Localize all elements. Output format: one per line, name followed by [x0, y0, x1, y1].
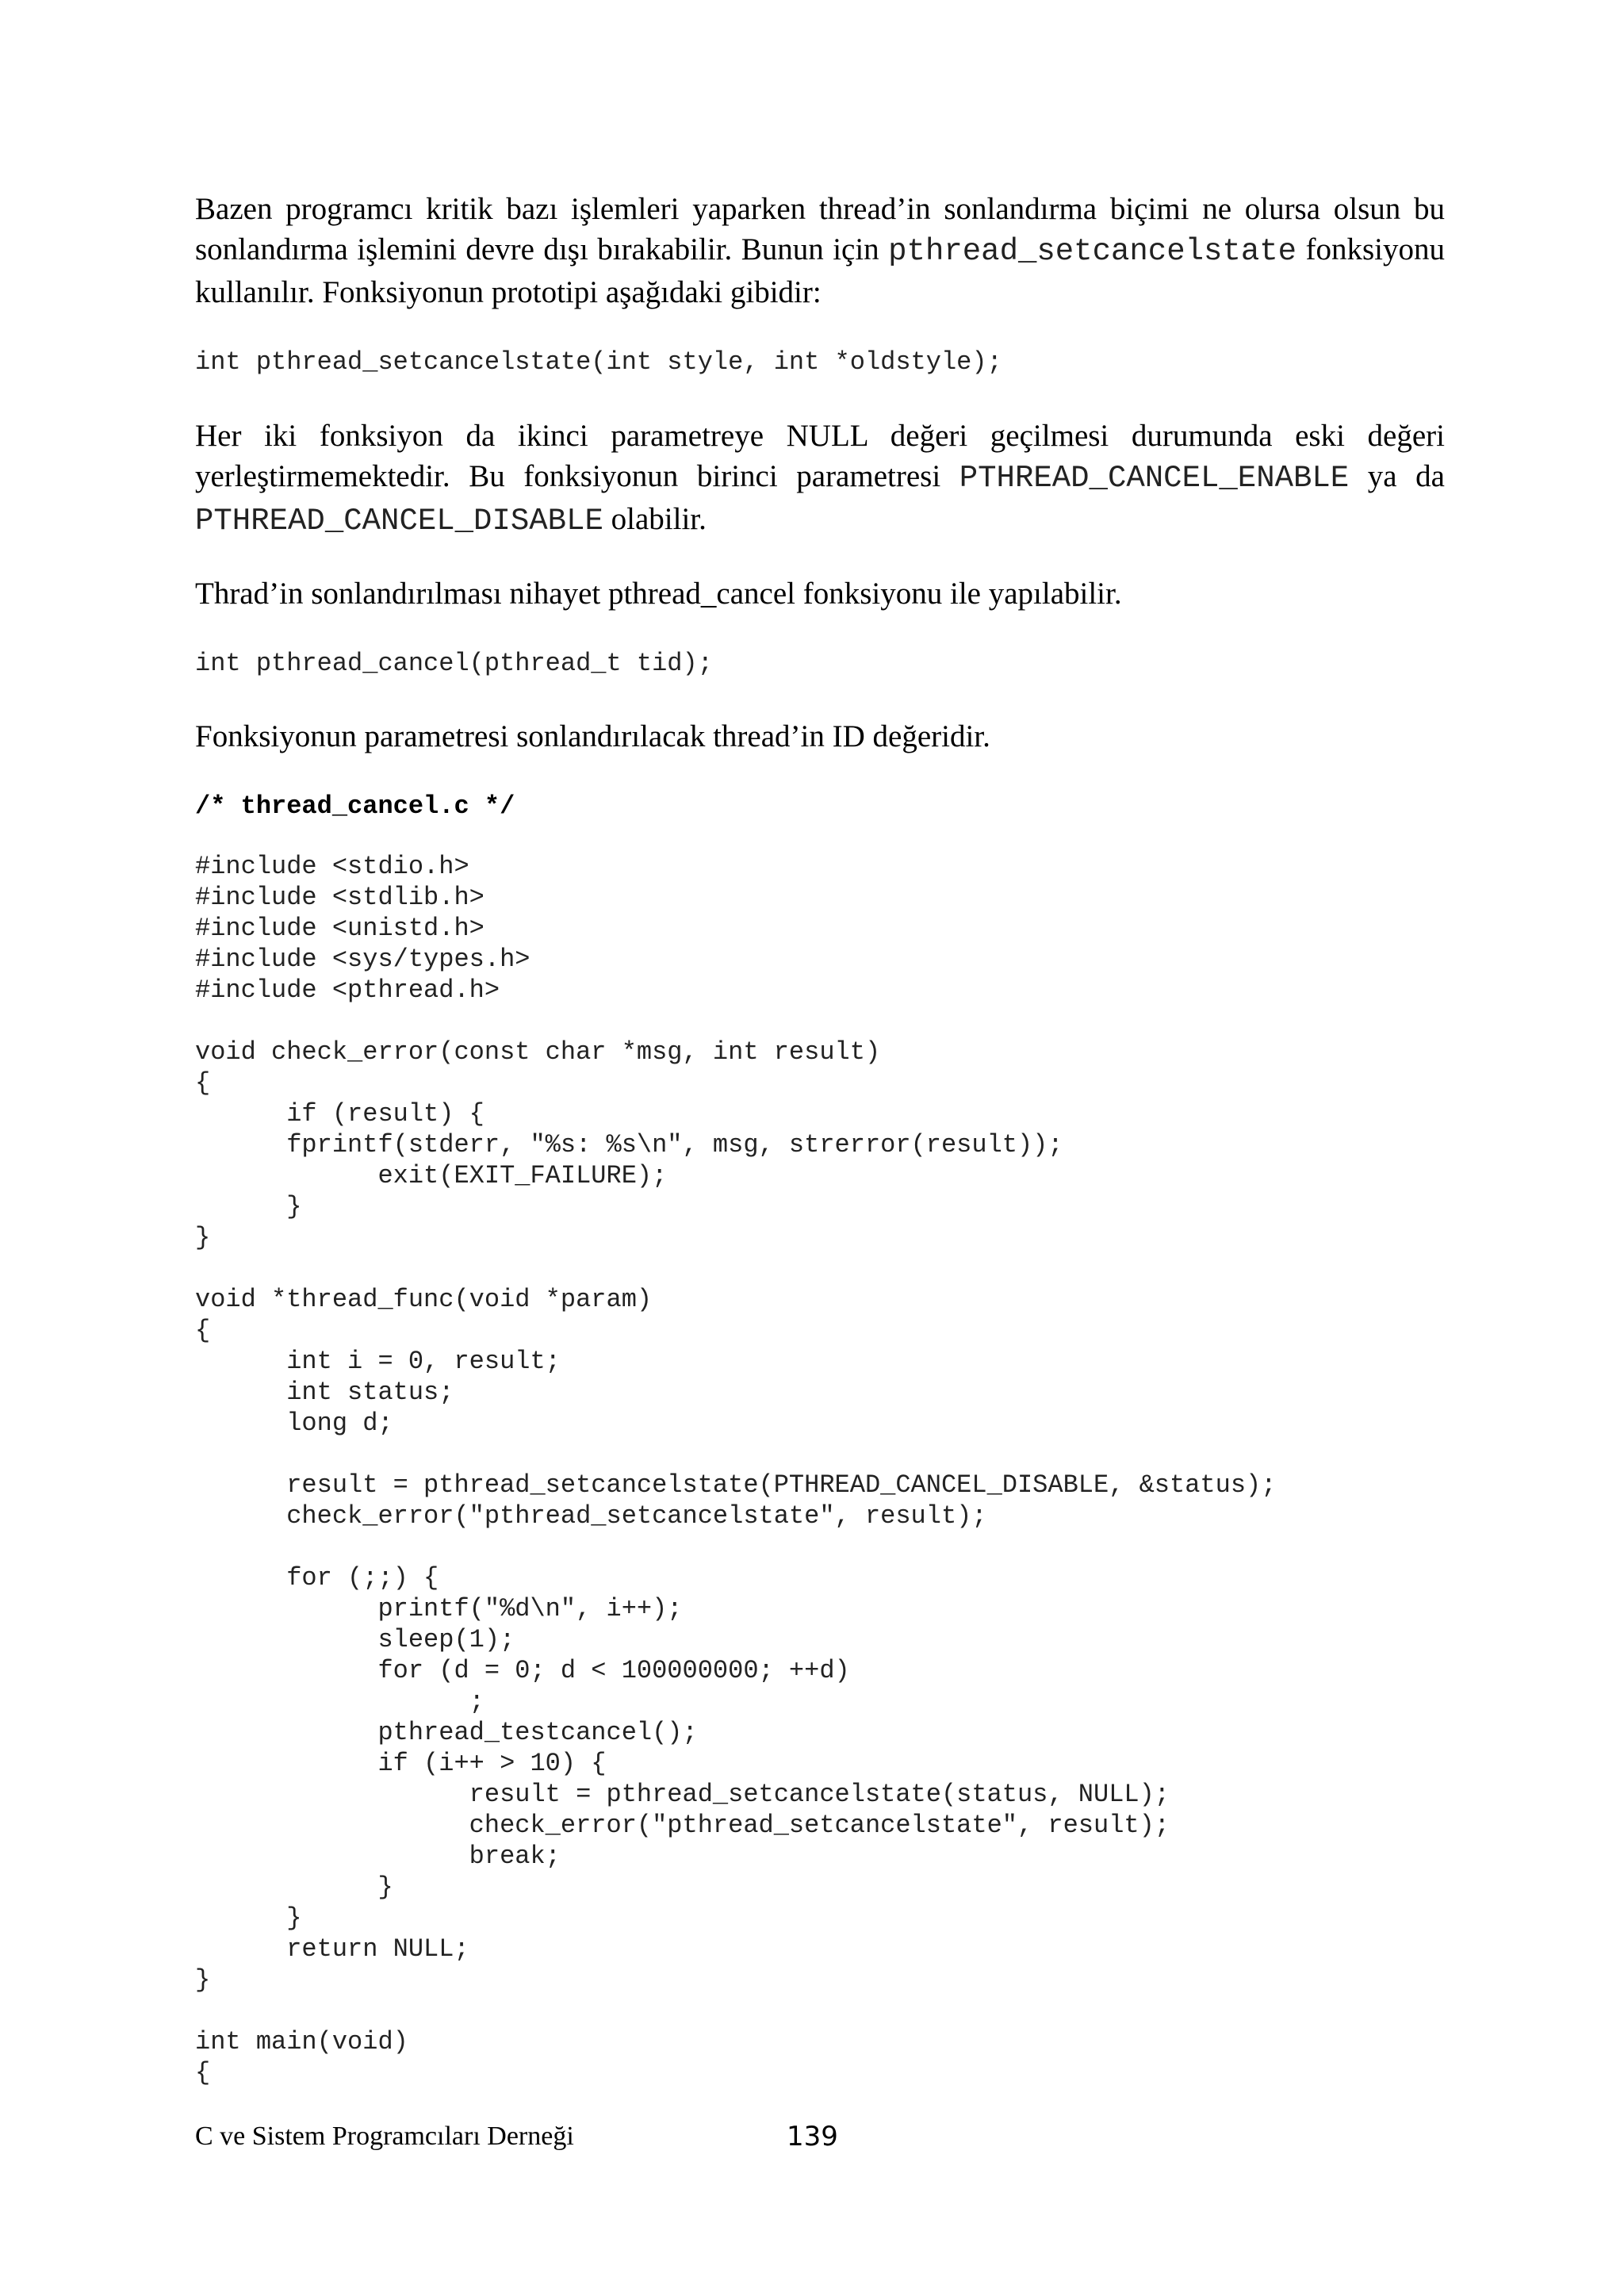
footer-organization: C ve Sistem Programcıları Derneği	[195, 2122, 574, 2151]
code-line: if (result) {	[195, 1099, 485, 1129]
paragraph-intro-text-start: Bazen programcı kritik bazı işlemleri yaparken thread’in sonlandırma biçimi ne olursa olsun bu sonlandırma işlemini devre dışı bırakabilir. Bunun için	[195, 192, 1445, 266]
paragraph-parameters	[195, 416, 1445, 542]
code-line: break;	[195, 1842, 561, 1871]
code-line: result = pthread_setcancelstate(status, NULL);	[195, 1780, 1170, 1809]
paragraph-intro-text-end: fonksiyonu kullanılır. Fonksiyonun prototipi aşağıdaki gibidir:	[195, 232, 1445, 309]
code-line: for (;;) {	[195, 1563, 439, 1593]
code-line: check_error("pthread_setcancelstate", result);	[195, 1811, 1170, 1840]
code-line: printf("%d\n", i++);	[195, 1594, 683, 1623]
code-line: #include <pthread.h>	[195, 976, 500, 1005]
code-line: int status;	[195, 1378, 454, 1407]
code-line: ;	[195, 1687, 485, 1716]
code-line: result = pthread_setcancelstate(PTHREAD_CANCEL_DISABLE, &status);	[195, 1470, 1277, 1500]
code-line: #include <stdlib.h>	[195, 883, 485, 912]
paragraph-parameters-text-mid: ya da	[1349, 459, 1445, 493]
code-listing	[195, 851, 1276, 2088]
code-line: }	[195, 1903, 302, 1933]
code-line: #include <unistd.h>	[195, 914, 485, 943]
code-line: }	[195, 1872, 393, 1902]
code-line: pthread_testcancel();	[195, 1718, 698, 1747]
code-line: void check_error(const char *msg, int result)	[195, 1037, 881, 1067]
code-line: long d;	[195, 1409, 393, 1438]
code-line: {	[195, 2058, 211, 2087]
paragraph-cancel: Thrad’in sonlandırılması nihayet pthread_cancel fonksiyonu ile yapılabilir.	[195, 577, 1122, 611]
code-line	[195, 1253, 1276, 1284]
code-line: void *thread_func(void *param)	[195, 1285, 653, 1314]
code-line: sleep(1);	[195, 1625, 515, 1654]
code-line: }	[195, 1192, 302, 1221]
code-line: int i = 0, result;	[195, 1347, 561, 1376]
code-line	[195, 1006, 1276, 1037]
inline-code-cancel-disable: PTHREAD_CANCEL_DISABLE	[195, 504, 603, 539]
code-line: if (i++ > 10) {	[195, 1749, 607, 1778]
page-number: 139	[787, 2121, 838, 2152]
inline-code-setcancelstate: pthread_setcancelstate	[888, 234, 1297, 269]
code-line: #include <sys/types.h>	[195, 945, 530, 974]
inline-code-cancel-enable: PTHREAD_CANCEL_ENABLE	[959, 461, 1350, 496]
code-line: check_error("pthread_setcancelstate", result);	[195, 1501, 987, 1531]
prototype-cancel: int pthread_cancel(pthread_t tid);	[195, 649, 713, 678]
paragraph-parameters-text-start: Her iki fonksiyon da ikinci parametreye NULL değeri geçilmesi durumunda eski değeri yerleştirmemektedir. Bu fonksiyonun birinci parametresi	[195, 419, 1445, 493]
code-line: exit(EXIT_FAILURE);	[195, 1161, 668, 1190]
code-line	[195, 1995, 1276, 2026]
code-line: }	[195, 1965, 211, 1995]
code-line: #include <stdio.h>	[195, 852, 469, 881]
code-line: return NULL;	[195, 1934, 469, 1964]
prototype-setcancelstate: int pthread_setcancelstate(int style, int *oldstyle);	[195, 347, 1002, 377]
code-file-title: /* thread_cancel.c */	[195, 792, 515, 821]
paragraph-tid: Fonksiyonun parametresi sonlandırılacak thread’in ID değeridir.	[195, 719, 990, 753]
code-line: for (d = 0; d < 100000000; ++d)	[195, 1656, 850, 1685]
code-line: {	[195, 1316, 211, 1345]
code-line: fprintf(stderr, "%s: %s\n", msg, strerror(result));	[195, 1130, 1063, 1159]
code-line: int main(void)	[195, 2027, 408, 2056]
code-line	[195, 1531, 1276, 1562]
paragraph-intro	[195, 189, 1445, 312]
code-line	[195, 1439, 1276, 1470]
code-line: }	[195, 1223, 211, 1252]
code-line: {	[195, 1068, 211, 1098]
paragraph-parameters-text-end: olabilir.	[603, 502, 707, 536]
